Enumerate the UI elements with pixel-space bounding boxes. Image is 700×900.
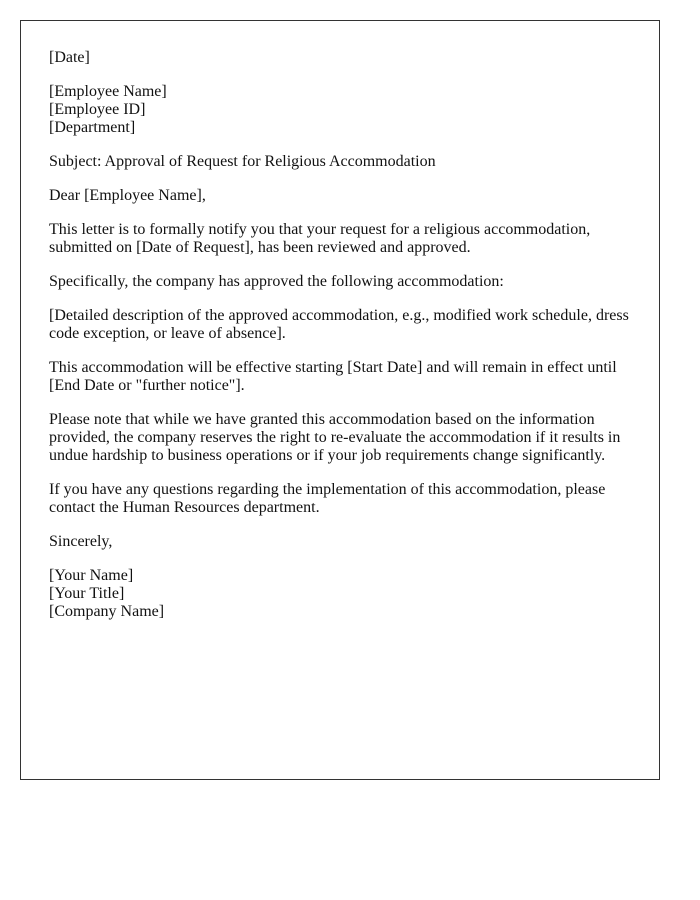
body-paragraph-contact [49, 481, 639, 517]
letter-document [20, 20, 660, 780]
signature-block [49, 567, 639, 621]
body-line: If you have any questions regarding the implementation of this accommodation, please [49, 481, 606, 498]
letter-date: [Date] [49, 49, 90, 66]
body-line: provided, the company reserves the right to re-evaluate the accommodation if it results in [49, 429, 621, 446]
body-line: Specifically, the company has approved the following accommodation: [49, 273, 504, 290]
signature-title: [Your Title] [49, 585, 125, 602]
body-line: submitted on [Date of Request], has been reviewed and approved. [49, 239, 471, 256]
body-line: This letter is to formally notify you that your request for a religious accommodation, [49, 221, 591, 238]
body-paragraph-reservation [49, 411, 639, 465]
signature-company: [Company Name] [49, 603, 165, 620]
body-line: [End Date or "further notice"]. [49, 377, 245, 394]
recipient-block [49, 83, 639, 137]
body-line: Please note that while we have granted this accommodation based on the information [49, 411, 595, 428]
letter-salutation: Dear [Employee Name], [49, 187, 206, 204]
body-line: code exception, or leave of absence]. [49, 325, 286, 342]
signature-name: [Your Name] [49, 567, 134, 584]
recipient-id: [Employee ID] [49, 101, 146, 118]
body-paragraph-specifics [49, 273, 639, 291]
body-paragraph-effective-dates [49, 359, 639, 395]
letter-closing: Sincerely, [49, 533, 113, 550]
recipient-department: [Department] [49, 119, 136, 136]
body-line: [Detailed description of the approved accommodation, e.g., modified work schedule, dress [49, 307, 629, 324]
body-line: contact the Human Resources department. [49, 499, 320, 516]
body-paragraph-notification [49, 221, 639, 257]
body-line: This accommodation will be effective starting [Start Date] and will remain in effect until [49, 359, 617, 376]
letter-subject: Subject: Approval of Request for Religious Accommodation [49, 153, 436, 170]
body-paragraph-description [49, 307, 639, 343]
body-line: undue hardship to business operations or if your job requirements change significantly. [49, 447, 606, 464]
recipient-name: [Employee Name] [49, 83, 167, 100]
